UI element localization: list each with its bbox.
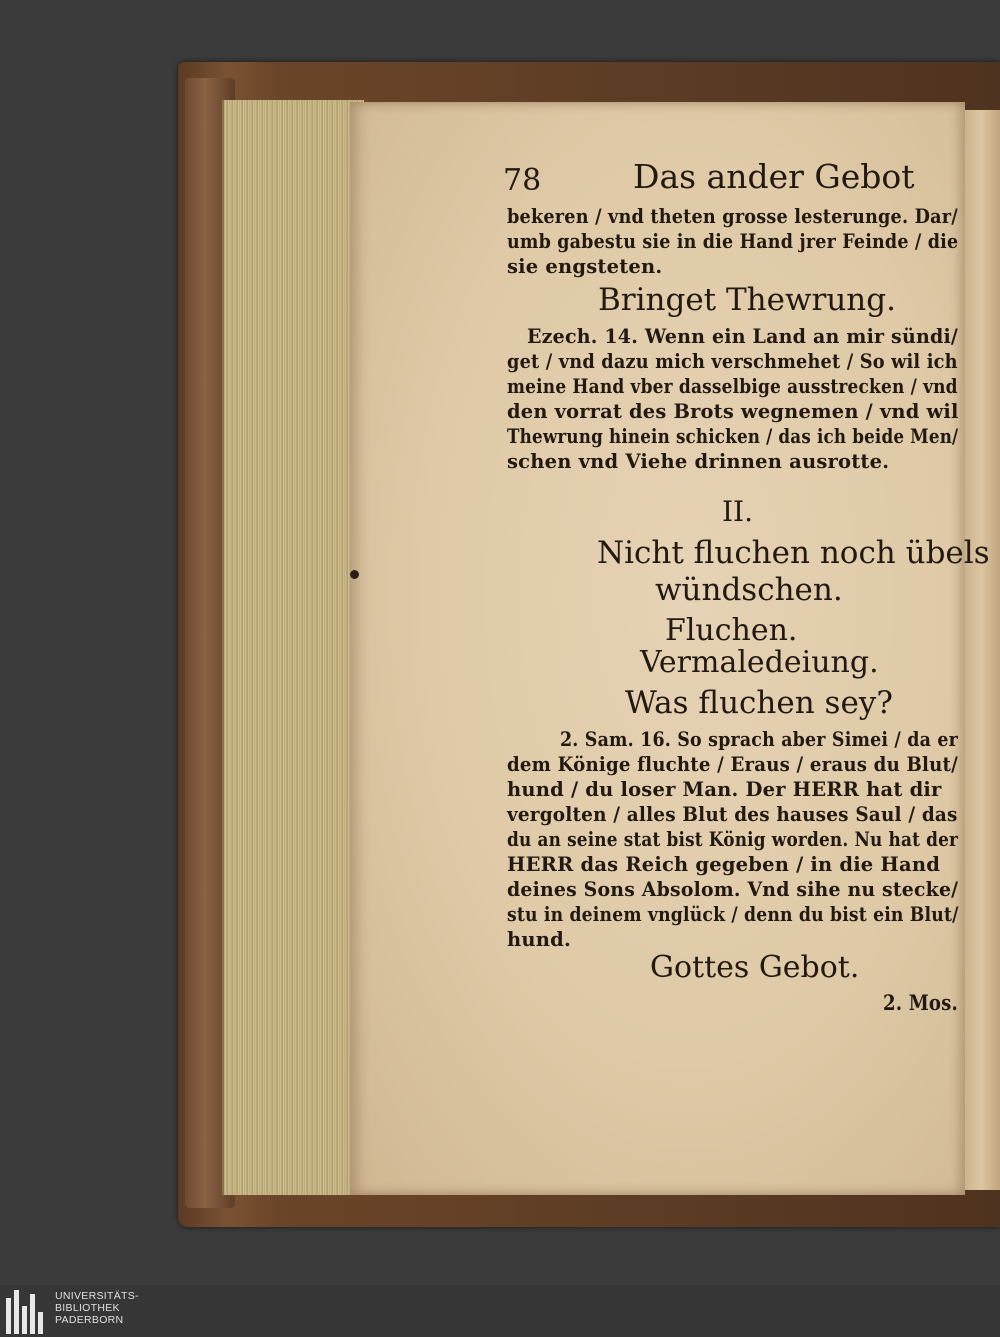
text-line: Thewrung hinein schicken / das ich beide Men/ xyxy=(507,425,959,448)
text-line: du an seine stat bist König worden. Nu hat der xyxy=(507,828,959,851)
library-name-line-3: PADERBORN xyxy=(55,1314,124,1326)
subheading-vermaledeiung: Vermaledeiung. xyxy=(640,645,879,680)
text-line: hund. xyxy=(507,928,571,951)
text-line: deines Sons Absolom. Vnd sihe nu stecke/ xyxy=(507,878,959,901)
library-name-line-1: UNIVERSITÄTS- xyxy=(55,1290,139,1302)
text-line: schen vnd Viehe drinnen ausrotte. xyxy=(507,450,890,473)
running-head: Das ander Gebot xyxy=(633,157,915,196)
library-name-line-2: BIBLIOTHEK xyxy=(55,1302,120,1314)
text-line: get / vnd dazu mich verschmehet / So wil ich xyxy=(507,350,958,373)
text-line: 2. Sam. 16. So sprach aber Simei / da er xyxy=(560,728,958,751)
text-line: meine Hand vber dasselbige ausstrecken / vnd xyxy=(507,375,958,398)
question-heading: Was fluchen sey? xyxy=(625,685,893,721)
clasp-nail xyxy=(350,570,359,579)
text-line: vergolten / alles Blut des hauses Saul / das xyxy=(507,803,958,826)
facing-page-edge xyxy=(962,110,1000,1190)
section-number: II. xyxy=(722,495,754,528)
main-heading-line-2: wündschen. xyxy=(655,572,843,608)
main-heading-line-1: Nicht fluchen noch übels xyxy=(597,535,990,571)
text-line: hund / du loser Man. Der HERR hat dir xyxy=(507,778,942,801)
page-edges xyxy=(222,100,364,1195)
text-line: sie engsteten. xyxy=(507,255,663,278)
section-heading: Gottes Gebot. xyxy=(650,950,860,985)
text-line: umb gabestu sie in die Hand jrer Feinde / die xyxy=(507,230,959,253)
subheading-fluchen: Fluchen. xyxy=(665,613,798,648)
text-line: stu in deinem vnglück / denn du bist ein Blut/ xyxy=(507,903,959,926)
text-line: dem Könige fluchte / Eraus / eraus du Blut/ xyxy=(507,753,958,776)
library-logo-icon xyxy=(6,1290,48,1334)
catchword: 2. Mos. xyxy=(883,990,959,1015)
page-number: 78 xyxy=(503,163,542,198)
text-line: Ezech. 14. Wenn ein Land an mir sündi/ xyxy=(527,325,959,348)
footer-bar xyxy=(0,1285,1000,1337)
section-heading: Bringet Thewrung. xyxy=(598,282,896,318)
text-line: den vorrat des Brots wegnemen / vnd wil xyxy=(507,400,959,423)
text-line: HERR das Reich gegeben / in die Hand xyxy=(507,853,941,876)
text-line: bekeren / vnd theten grosse lesterunge. Dar/ xyxy=(507,205,958,228)
